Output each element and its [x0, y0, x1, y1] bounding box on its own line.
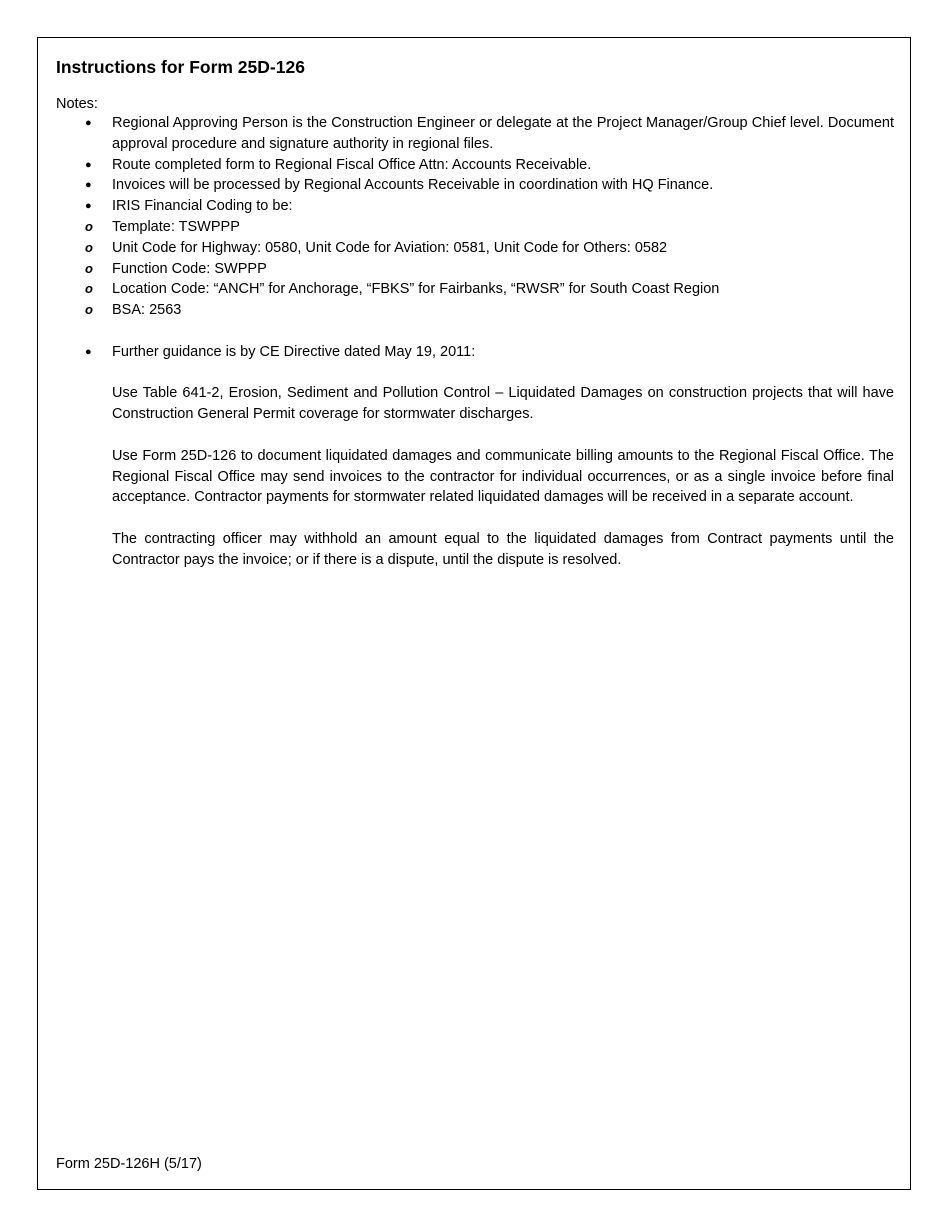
- bullet-icon: ●: [85, 158, 92, 171]
- note-text: Invoices will be processed by Regional Accounts Receivable in coordination with HQ Finance.: [112, 177, 714, 194]
- guidance-paragraph: Use Form 25D-126 to document liquidated damages and communicate billing amounts to the Regional Fiscal Office. The Regional Fiscal Office may send invoices to the contractor for individual occurrences, or as a single invoice before final acceptance. Contractor payments for stormwater related liquidated damages will be received in a separate account.: [112, 447, 894, 506]
- sub-list-item: [56, 217, 894, 238]
- sub-bullet-icon: o: [85, 239, 93, 255]
- coding-text: Template: TSWPPP: [112, 218, 240, 235]
- coding-sublist-container: [56, 217, 894, 321]
- list-item: [56, 175, 894, 196]
- list-item: [56, 342, 894, 363]
- bullet-icon: ●: [85, 345, 92, 358]
- sub-bullet-icon: o: [85, 218, 93, 234]
- bullet-icon: ●: [85, 117, 92, 129]
- notes-list: [56, 113, 894, 571]
- bullet-icon: ●: [85, 200, 92, 213]
- guidance-paragraph: The contracting officer may withhold an amount equal to the liquidated damages from Contract payments until the Contractor pays the invoice; or if there is a dispute, until the dispute is resolved.: [112, 530, 894, 568]
- form-footer: Form 25D-126H (5/17): [56, 1156, 202, 1172]
- list-item: [56, 155, 894, 176]
- coding-text: Unit Code for Highway: 0580, Unit Code for Aviation: 0581, Unit Code for Others: 0582: [112, 239, 668, 256]
- coding-text: BSA: 2563: [112, 302, 182, 319]
- list-item: [56, 196, 894, 217]
- guidance-paragraph: Use Table 641-2, Erosion, Sediment and Pollution Control – Liquidated Damages on construction projects that will have Construction General Permit coverage for stormwater discharges.: [112, 385, 894, 423]
- note-text: IRIS Financial Coding to be:: [112, 198, 293, 215]
- guidance-block: [56, 383, 894, 570]
- sub-bullet-icon: o: [85, 281, 93, 297]
- notes-label: Notes:: [56, 96, 98, 112]
- sub-bullet-icon: o: [85, 260, 93, 276]
- coding-text: Location Code: “ANCH” for Anchorage, “FBKS” for Fairbanks, “RWSR” for South Coast Region: [112, 281, 720, 298]
- note-text: Route completed form to Regional Fiscal Office Attn: Accounts Receivable.: [112, 156, 592, 173]
- sub-bullet-icon: o: [85, 302, 93, 318]
- bullet-icon: ●: [85, 179, 92, 192]
- coding-sublist: [56, 217, 894, 321]
- sub-list-item: [56, 259, 894, 280]
- note-text: Further guidance is by CE Directive dated May 19, 2011:: [112, 343, 476, 360]
- page-title: Instructions for Form 25D-126: [56, 57, 305, 77]
- coding-text: Function Code: SWPPP: [112, 260, 267, 277]
- sub-list-item: [56, 238, 894, 259]
- note-text: Regional Approving Person is the Construction Engineer or delegate at the Project Manager/Group Chief level. Document approval procedure and signature authority in regional files.: [112, 115, 894, 152]
- list-item: [56, 113, 894, 155]
- sub-list-item: [56, 300, 894, 321]
- sub-list-item: [56, 279, 894, 300]
- list-spacer: [56, 321, 894, 342]
